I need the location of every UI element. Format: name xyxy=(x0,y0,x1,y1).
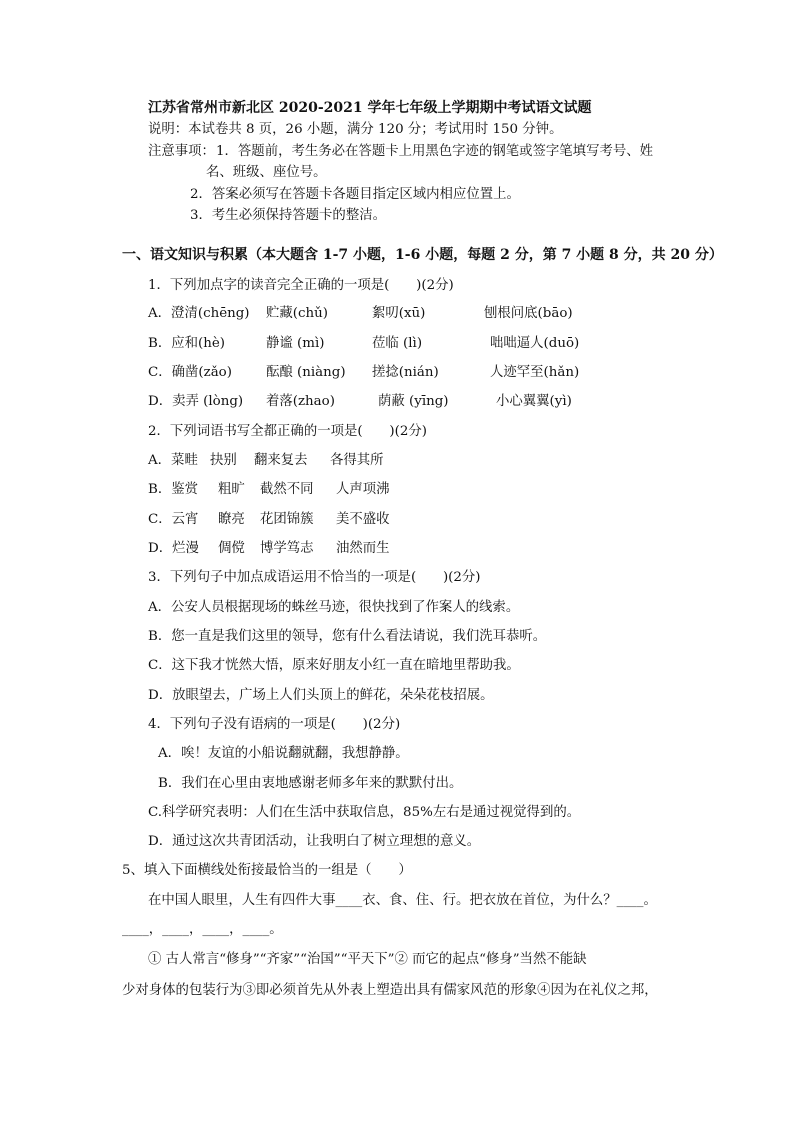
option-text: 酝酿 (niàng) xyxy=(266,365,346,380)
option-text: 粗旷 xyxy=(218,482,245,497)
option-text: 花团锦簇 xyxy=(260,512,314,527)
option-text: D．烂漫 xyxy=(148,541,199,556)
option-text: C．确凿(zǎo) xyxy=(148,365,232,380)
note-item: 3．考生必须保持答题卡的整洁。 xyxy=(190,208,386,223)
option-text: 抉别 xyxy=(210,453,237,468)
option-text: D．放眼望去，广场上人们头顶上的鲜花，朵朵花枝招展。 xyxy=(148,688,494,703)
exam-title: 江苏省常州市新北区 2020-2021 学年七年级上学期期中考试语文试题 xyxy=(148,100,592,116)
option-text: 刨根问底(bāo) xyxy=(484,306,573,321)
passage-line: ____，____，____，____。 xyxy=(122,922,283,937)
option-text: 絮叨(xū) xyxy=(372,306,426,321)
option-text: 搓捻(nián) xyxy=(372,365,439,380)
option-text: 咄咄逼人(duō) xyxy=(490,336,580,351)
option-text: C．云宵 xyxy=(148,512,199,527)
option-text: 油然而生 xyxy=(336,541,390,556)
option-text: A．公安人员根据现场的蛛丝马迹，很快找到了作案人的线索。 xyxy=(148,600,520,615)
option-text: 着落(zhao) xyxy=(266,394,335,409)
question-2-stem: 2．下列词语书写全都正确的一项是( )(2分) xyxy=(148,424,427,439)
option-text: 荫蔽 (yīng) xyxy=(378,394,449,409)
question-3-stem: 3．下列句子中加点成语运用不恰当的一项是( )(2分) xyxy=(148,570,481,585)
option-text: 莅临 (lì) xyxy=(372,336,423,351)
option-text: A．澄清(chēng) xyxy=(148,306,250,321)
option-text: 各得其所 xyxy=(330,453,384,468)
note-item: 1．答题前，考生务必在答题卡上用黑色字迹的钢笔或签字笔填写考号、姓 xyxy=(216,144,654,159)
option-text: 截然不同 xyxy=(260,482,314,497)
option-text: 人声项沸 xyxy=(336,482,390,497)
option-text: 博学笃志 xyxy=(260,541,314,556)
question-4-stem: 4．下列句子没有语病的一项是( )(2分) xyxy=(148,717,401,732)
option-text: 瞭亮 xyxy=(218,512,245,527)
option-text: B．您一直是我们这里的领导，您有什么看法请说，我们洗耳恭听。 xyxy=(148,629,547,644)
option-text: 美不盛收 xyxy=(336,512,390,527)
question-5-stem: 5、填入下面横线处衔接最恰当的一组是（ ） xyxy=(122,863,412,878)
option-text: B．我们在心里由衷地感谢老师多年来的默默付出。 xyxy=(158,776,463,791)
option-text: C.科学研究表明：人们在生活中获取信息，85%左右是通过视觉得到的。 xyxy=(148,805,581,820)
passage-line: ① 古人常言“修身”“齐家”“治国”“平天下”② 而它的起点“修身”当然不能缺 xyxy=(148,952,587,967)
exam-description: 说明：本试卷共 8 页，26 小题，满分 120 分；考试用时 150 分钟。 xyxy=(148,122,563,137)
option-text: C．这下我才恍然大悟，原来好朋友小红一直在暗地里帮助我。 xyxy=(148,658,520,673)
note-item: 名、班级、座位号。 xyxy=(206,165,327,180)
section-heading: 一、语文知识与积累（本大题含 1-7 小题，1-6 小题，每题 2 分，第 7 小题 8 分，共 20 分） xyxy=(122,247,723,263)
passage-line: 在中国人眼里，人生有四件大事____衣、食、住、行。把衣放在首位，为什么？____。 xyxy=(148,893,657,908)
option-text: 小心翼翼(yì) xyxy=(496,394,572,409)
option-text: D．通过这次共青团活动，让我明白了树立理想的意义。 xyxy=(148,834,481,849)
option-text: A．菜畦 xyxy=(148,453,198,468)
option-text: 人迹罕至(hǎn) xyxy=(490,365,580,380)
option-text: B．鉴赏 xyxy=(148,482,199,497)
option-text: 贮藏(chǔ) xyxy=(266,306,328,321)
option-text: B．应和(hè) xyxy=(148,336,226,351)
option-text: 静谧 (mì) xyxy=(266,336,325,351)
option-text: 倜傥 xyxy=(218,541,245,556)
option-text: 翻来复去 xyxy=(254,453,308,468)
passage-line: 少对身体的包装行为③即必须首先从外表上塑造出具有儒家风范的形象④因为在礼仪之邦， xyxy=(122,983,658,998)
question-1-stem: 1．下列加点字的读音完全正确的一项是( )(2分) xyxy=(148,278,454,293)
note-item: 2．答案必须写在答题卡各题目指定区域内相应位置上。 xyxy=(190,187,520,202)
notes-label: 注意事项： xyxy=(148,144,215,159)
option-text: D．卖弄 (lòng) xyxy=(148,394,244,409)
option-text: A．唉！友谊的小船说翻就翻，我想静静。 xyxy=(158,746,409,761)
